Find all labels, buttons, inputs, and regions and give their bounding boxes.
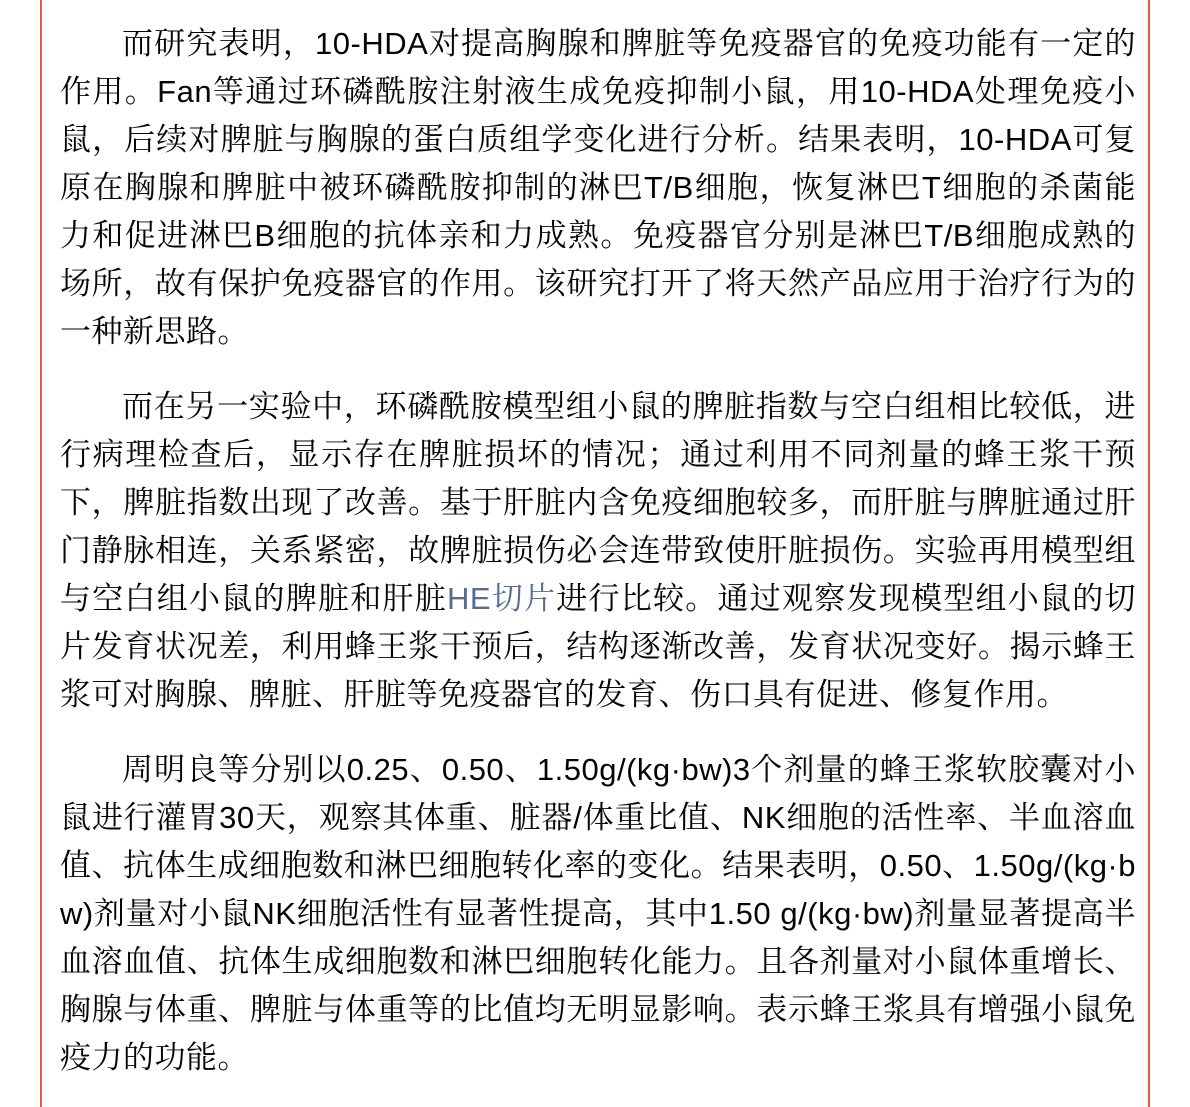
- right-border-line: [1148, 0, 1150, 1107]
- paragraph-2: [60, 383, 1136, 719]
- article-body: [60, 20, 1136, 1082]
- he-staining-slice-link[interactable]: HE切片: [446, 581, 557, 616]
- paragraph-1: [60, 20, 1136, 356]
- paragraph-3: [60, 746, 1136, 1082]
- paragraph-1-text: 而研究表明，10-HDA对提高胸腺和脾脏等免疫器官的免疫功能有一定的作用。Fan等通过环磷酰胺注射液生成免疫抑制小鼠，用10-HDA处理免疫小鼠，后续对脾脏与胸腺的蛋白质组学变化进行分析。结果表明，10-HDA可复原在胸腺和脾脏中被环磷酰胺抑制的淋巴T/B细胞，恢复淋巴T细胞的杀菌能力和促进淋巴B细胞的抗体亲和力成熟。免疫器官分别是淋巴T/B细胞成熟的场所，故有保护免疫器官的作用。该研究打开了将天然产品应用于治疗行为的一种新思路。: [60, 26, 1136, 349]
- paragraph-2-text-before-link: 而在另一实验中，环磷酰胺模型组小鼠的脾脏指数与空白组相比较低，进行病理检查后，显示存在脾脏损坏的情况；通过利用不同剂量的蜂王浆干预下，脾脏指数出现了改善。基于肝脏内含免疫细胞较多，而肝脏与脾脏通过肝门静脉相连，关系紧密，故脾脏损伤必会连带致使肝脏损伤。实验再用模型组与空白组小鼠的脾脏和肝脏: [60, 389, 1136, 616]
- left-border-line: [40, 0, 42, 1107]
- paragraph-2-text-after-link: 进行比较。通过观察发现模型组小鼠的切片发育状况差，利用蜂王浆干预后，结构逐渐改善，发育状况变好。揭示蜂王浆可对胸腺、脾脏、肝脏等免疫器官的发育、伤口具有促进、修复作用。: [60, 581, 1137, 712]
- paragraph-3-text: 周明良等分别以0.25、0.50、1.50g/(kg·bw)3个剂量的蜂王浆软胶囊对小鼠进行灌胃30天，观察其体重、脏器/体重比值、NK细胞的活性率、半血溶血值、抗体生成细胞数和淋巴细胞转化率的变化。结果表明，0.50、1.50g/(kg·bw)剂量对小鼠NK细胞活性有显著性提高，其中1.50 g/(kg·bw)剂量显著提高半血溶血值、抗体生成细胞数和淋巴细胞转化能力。且各剂量对小鼠体重增长、胸腺与体重、脾脏与体重等的比值均无明显影响。表示蜂王浆具有增强小鼠免疫力的功能。: [60, 752, 1136, 1075]
